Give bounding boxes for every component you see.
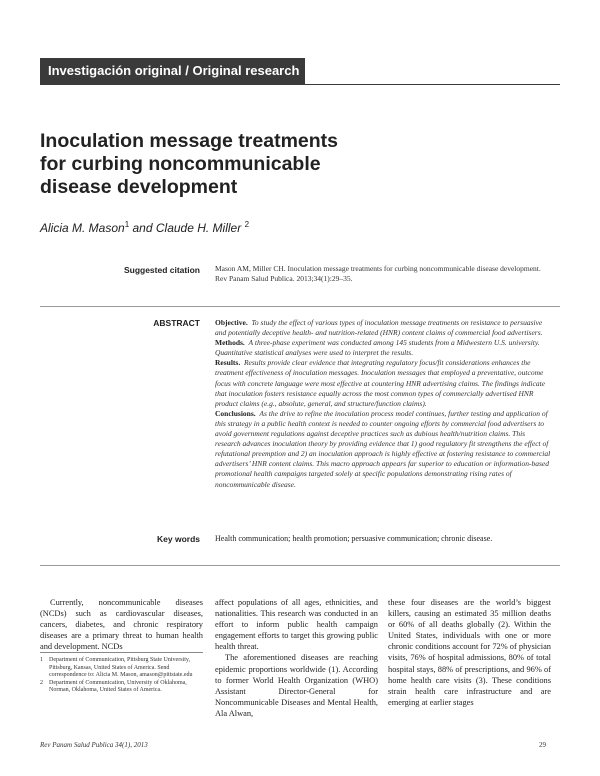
abstract-top-rule [40, 306, 560, 307]
citation-text: Mason AM, Miller CH. Inoculation message treatments for curbing noncommunicable disease development. Rev Panam Salud Publica. 2013;34(1):29–35. [215, 264, 541, 283]
abstract-body [215, 318, 552, 490]
title-line-3: disease development [40, 176, 238, 198]
footnote-1 [40, 657, 203, 680]
keywords-text: Health communication; health promotion; persuasive communication; chronic disease. [215, 534, 493, 543]
body-paragraph: affect populations of all ages, ethnicities, and nationalities. This research was conducted in an effort to inform public health campaign engagement efforts to target this growing public health threat. [215, 598, 378, 652]
methods-text: A three-phase experiment was conducted among 145 students from a Midwestern U.S. university. Quantitative statistical analyses were used to interpret the results. [215, 338, 540, 358]
body-paragraph: these four diseases are the world’s biggest killers, causing an estimated 35 million deaths or 60% of all deaths globally (2). Within the United States, individuals with one or more chronic conditions account for 72% of physician visits, 76% of hospital admissions, 80% of total hospital stays, 88% of prescriptions, and 96% of home health care visits (3). These conditions strain health care infrastructure and are emerging at earlier stages [388, 598, 551, 707]
footnote-rule [40, 652, 203, 653]
section-banner [40, 58, 305, 85]
footnote-2-number: 2 [40, 679, 43, 686]
title-line-1: Inoculation message treatments [40, 130, 339, 152]
author-conjunction: and [129, 221, 156, 235]
abstract-conclusions [215, 409, 552, 490]
footnote-2-text: Department of Communication, University of Oklahoma, Norman, Oklahoma, United States of America. [49, 679, 187, 694]
abstract-methods [215, 338, 552, 358]
results-text: Results provide clear evidence that integrating regulatory focus/fit considerations enhances the treatment effectiveness of inoculation messages. Inoculation messages that employed a preventative, outcome focus with concrete language were most effective at countering HNR advertising claims. The findings indicate that inoculation fosters resistance equally across the most common types of commercially advertised HNR product claims (e.g., absolute, general, and structure/function claims). [215, 358, 546, 408]
author-2-affiliation: 2 [244, 220, 250, 229]
footnote-2 [40, 680, 203, 695]
citation-label: Suggested citation [123, 265, 200, 275]
results-label: Results. [215, 358, 241, 368]
author-2: Claude H. Miller [155, 221, 242, 235]
section-banner-text: Investigación original / Original research [48, 63, 300, 78]
body-column-1 [40, 597, 203, 652]
authors [40, 220, 249, 235]
objective-text: To study the effect of various types of inoculation message treatments on resistance to persuasive and potentially deceptive health- and nutrition-related (HNR) content claims of commercial food advertisers. [215, 318, 543, 338]
body-paragraph: Currently, noncommunicable diseases (NCDs) such as cardiovascular diseases, cancers, diabetes, and chronic respiratory diseases are a primary threat to human health and development. NCDs [40, 598, 203, 652]
title-line-2: for curbing noncommunicable [40, 153, 321, 175]
banner-rule [40, 84, 560, 85]
abstract-label: ABSTRACT [153, 318, 200, 328]
abstract-objective [215, 318, 552, 338]
footnote-1-number: 1 [40, 657, 43, 663]
conclusions-text: As the drive to refine the inoculation process model continues, further testing and application of this strategy in a public health context is needed to counter ongoing efforts by commercial food advertisers to avoid government regulations against deceptive practices such as dubious health/nutrition claims. This research advances inoculation theory by providing evidence that 1) good regulatory fit strengthens the effect of refutational preemption and 2) an inoculation approach is highly effective at fostering resistance to commercial advertisers’ HNR content claims. This macro approach appears far superior to education or information-based promotional health campaigns targeted solely at specific populations demonstrating rising rates of noncommunicable disease. [215, 408, 551, 489]
body-column-3 [388, 597, 551, 708]
conclusions-label: Conclusions. [215, 408, 256, 418]
footnote-1-text: Department of Communication, Pittsburg State University, Pittsburg, Kansas, United States of America. Send correspondence to: Alicia M. Mason, amason@pittstate.edu [49, 657, 193, 679]
keywords-bottom-rule [40, 565, 560, 566]
footnotes [40, 657, 203, 695]
keywords-label: Key words [157, 534, 200, 544]
objective-label: Objective. [215, 318, 248, 327]
author-1: Alicia M. Mason [40, 221, 125, 235]
body-column-2 [215, 597, 378, 719]
body-paragraph: The aforementioned diseases are reaching epidemic proportions worldwide (1). According to former World Health Organization (WHO) Assistant Director-General for Noncommunicable Diseases and Mental Health, Ala Alwan, [215, 653, 378, 718]
abstract-results [215, 358, 552, 408]
footer-page-number: 29 [539, 741, 546, 749]
article-title [40, 130, 440, 199]
author-1-affiliation: 1 [124, 220, 130, 229]
methods-label: Methods. [215, 338, 245, 348]
footer-journal: Rev Panam Salud Publica 34(1), 2013 [40, 741, 148, 749]
